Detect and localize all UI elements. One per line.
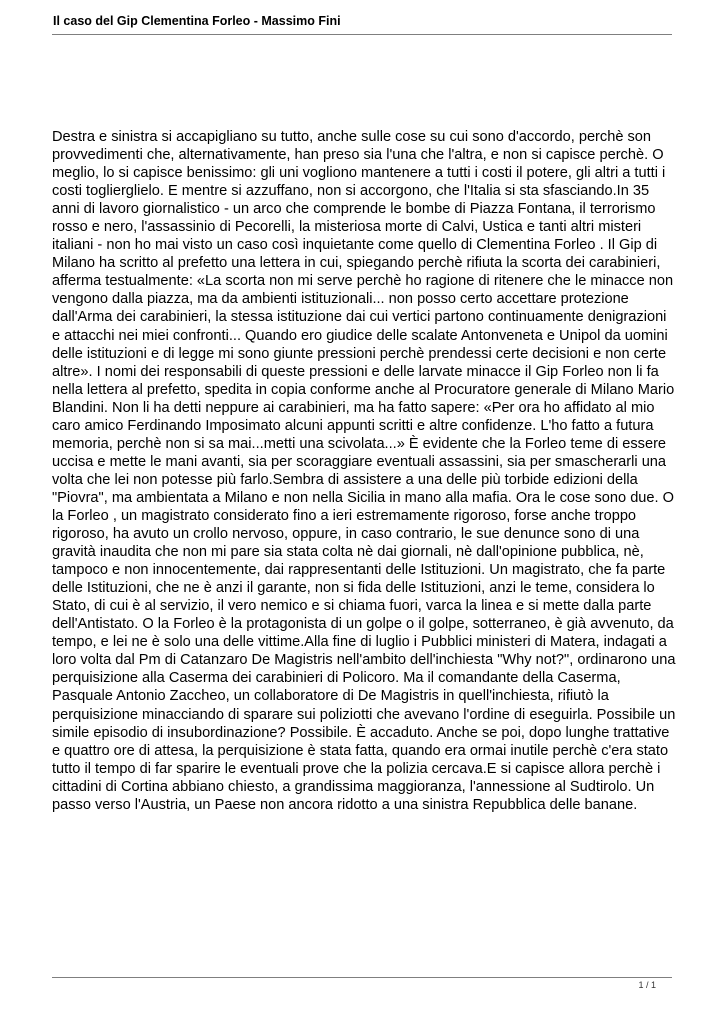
page-title: Il caso del Gip Clementina Forleo - Massimo Fini xyxy=(53,14,341,28)
page-number: 1 / 1 xyxy=(638,980,656,990)
article-body: Destra e sinistra si accapigliano su tutto, anche sulle cose su cui sono d'accordo, perchè son provvedimenti che, alternativamente, han preso sia l'una che l'altra, e non si capisce perchè. O meglio, lo si capisce benissimo: gli uni vogliono mantenere a tutti i costi il potere, gli altri a tutti i costi toglierglielo. E mentre si azzuffano, non si accorgono, che l'Italia si sta sfasciando.In 35 anni di lavoro giornalistico - un arco che comprende le bombe di Piazza Fontana, il terrorismo rosso e nero, l'assassinio di Pecorelli, la misteriosa morte di Calvi, Ustica e tanti altri misteri italiani - non ho mai visto un caso così inquietante come quello di Clementina Forleo . Il Gip di Milano ha scritto al prefetto una lettera in cui, spiegando perchè rifiuta la scorta dei carabinieri, afferma testualmente: «La scorta non mi serve perchè ho ragione di ritenere che le minacce non vengono dalla piazza, ma da ambienti istituzionali... non posso certo accettare protezione dall'Arma dei carabinieri, la stessa istituzione dai cui vertici partono continuamente denigrazioni e attacchi nei miei confronti... Quando ero giudice delle scalate Antonveneta e Unipol da uomini delle istituzioni e di legge mi sono giunte pressioni perchè prendessi certe decisioni e non certe altre». I nomi dei responsabili di queste pressioni e delle larvate minacce il Gip Forleo non li fa nella lettera al prefetto, spedita in copia conforme anche al Procuratore generale di Milano Mario Blandini. Non li ha detti neppure ai carabinieri, ma ha fatto sapere: «Per ora ho affidato al mio caro amico Ferdinando Imposimato alcuni appunti scritti e altre confidenze. L'ho fatto a futura memoria, perchè non si sa mai...metti una scivolata...» È evidente che la Forleo teme di essere uccisa e mette le mani avanti, sia per scoraggiare eventuali assassini, sia per smascherarli una volta che lei non potesse più farlo.Sembra di assistere a una delle più torbide edizioni della "Piovra", ma ambientata a Milano e non nella Sicilia in mano alla mafia. Ora le cose sono due. O la Forleo , un magistrato considerato fino a ieri estremamente rigoroso, forse anche troppo rigoroso, ha avuto un crollo nervoso, oppure, in caso contrario, le sue denunce sono di una gravità inaudita che non mi pare sia stata colta nè dai giornali, nè dall'opinione pubblica, nè, tampoco e non innocentemente, dai rappresentanti delle Istituzioni. Un magistrato, che fa parte delle Istituzioni, che ne è anzi il garante, non si fida delle Istituzioni, anzi le teme, considera lo Stato, di cui è al servizio, il vero nemico e si chiama fuori, varca la linea e si mette dalla parte dell'Antistato. O la Forleo è la protagonista di un golpe o il golpe, sotterraneo, è già avvenuto, da tempo, e lei ne è solo una delle vittime.Alla fine di luglio i Pubblici ministeri di Matera, indagati a loro volta dal Pm di Catanzaro De Magistris nell'ambito dell'inchiesta "Why not?", ordinarono una perquisizione alla Caserma dei carabinieri di Policoro. Ma il comandante della Caserma, Pasquale Antonio Zaccheo, un collaboratore di De Magistris in quell'inchiesta, rifiutò la perquisizione minacciando di sparare sui poliziotti che avevano l'ordine di eseguirla. Possibile un simile episodio di insubordinazione? Possibile. È accaduto. Anche se poi, dopo lunghe trattative e quattro ore di attesa, la perquisizione è stata fatta, quando era ormai inutile perchè c'era stato tutto il tempo di far sparire le eventuali prove che la polizia cercava.E si capisce allora perchè i cittadini di Cortina abbiano chiesto, a grandissima maggioranza, l'annessione al Sudtirolo. Un passo verso l'Austria, un Paese non ancora ridotto a una sinistra Repubblica delle banane. xyxy=(52,129,676,813)
header-divider xyxy=(52,34,672,35)
footer-divider xyxy=(52,977,672,978)
